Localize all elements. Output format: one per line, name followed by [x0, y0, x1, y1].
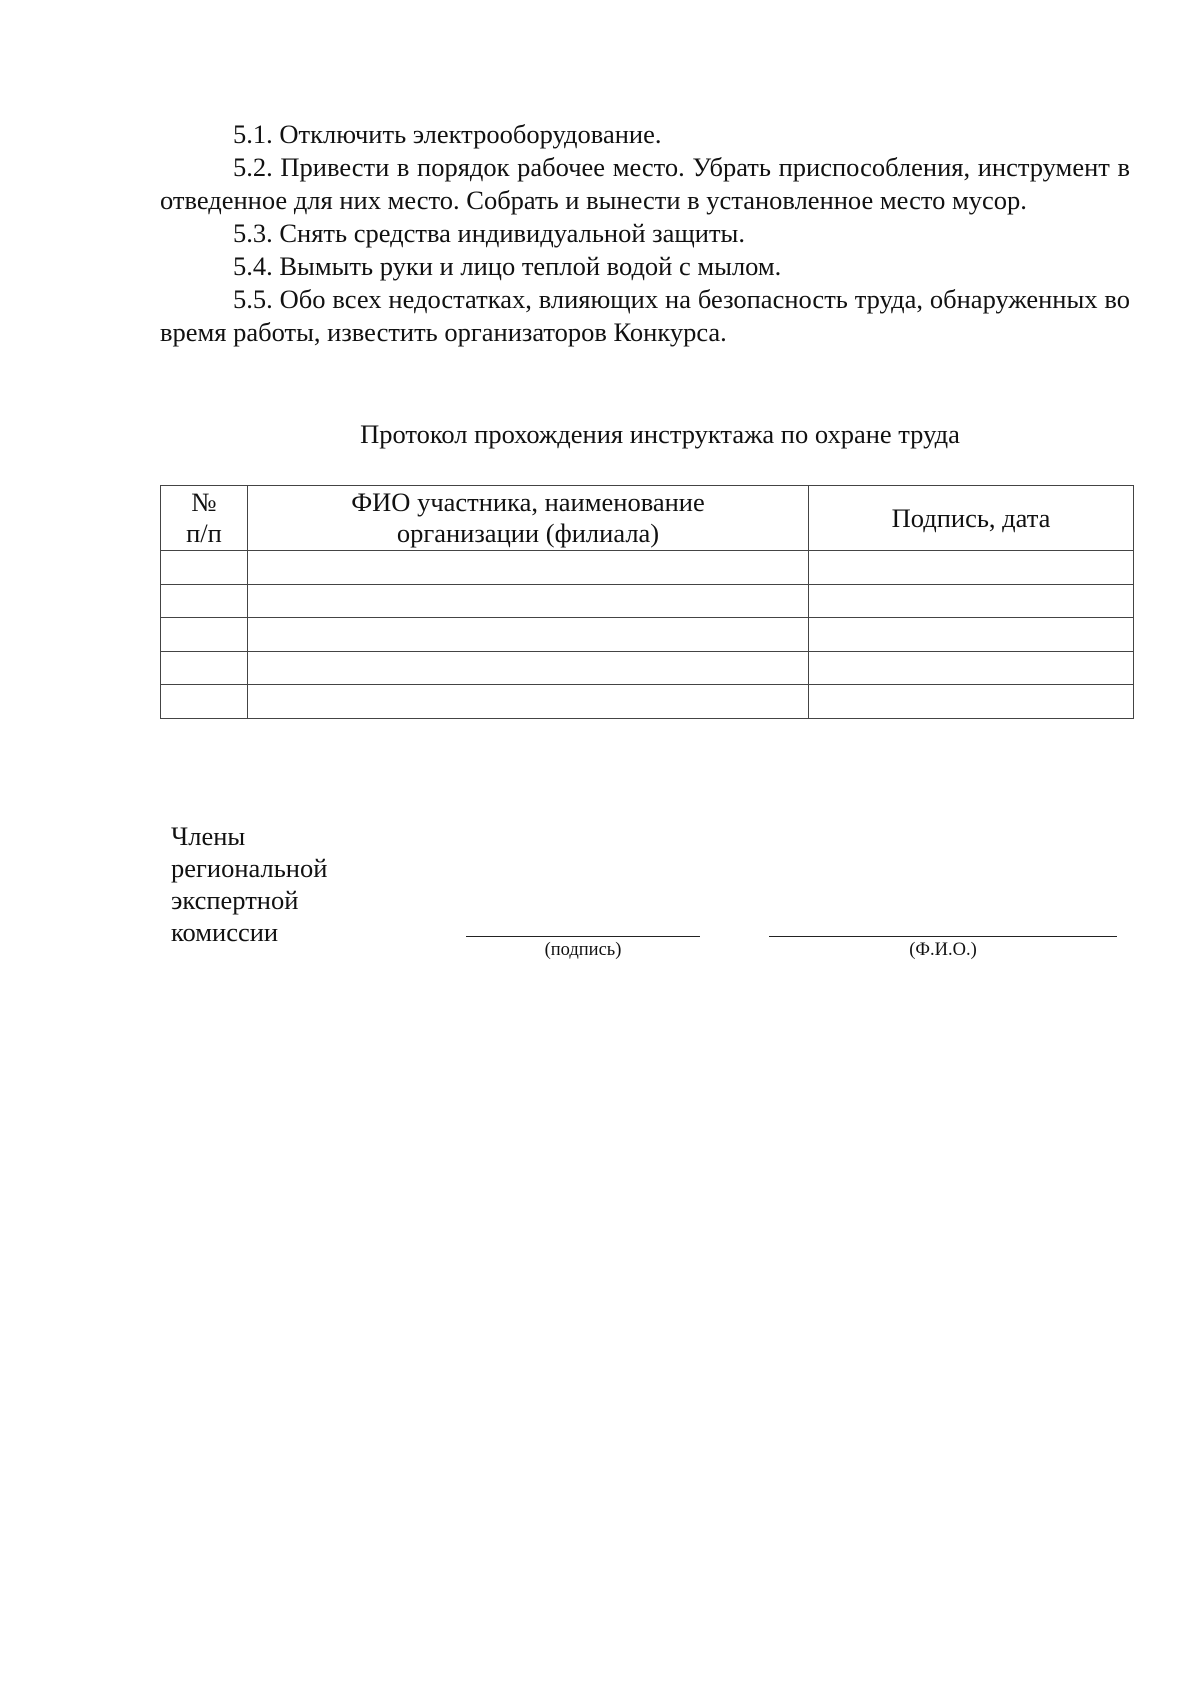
table-cell[interactable]: [809, 584, 1134, 618]
commission-label-line: региональной: [171, 853, 328, 883]
table-cell[interactable]: [161, 618, 248, 652]
table-cell[interactable]: [248, 685, 809, 719]
table-header-row: [161, 486, 1134, 551]
table-cell[interactable]: [809, 651, 1134, 685]
instruction-item: 5.5. Обо всех недостатках, влияющих на безопасность труда, обнаруженных во время работы, известить организаторов Конкурса.: [160, 284, 1130, 347]
instruction-item: 5.2. Привести в порядок рабочее место. Убрать приспособления, инструмент в отведенное для них место. Собрать и вынести в установленное место мусор.: [160, 152, 1130, 215]
table-row: [161, 651, 1134, 685]
table-cell[interactable]: [809, 618, 1134, 652]
table-cell[interactable]: [809, 685, 1134, 719]
table-row: [161, 584, 1134, 618]
table-cell[interactable]: [248, 651, 809, 685]
signature-line[interactable]: [466, 936, 700, 937]
table-row: [161, 618, 1134, 652]
table-row: [161, 551, 1134, 585]
commission-label-line: Члены: [171, 821, 246, 851]
commission-label-line: комиссии: [171, 917, 279, 947]
table-cell[interactable]: [161, 685, 248, 719]
commission-label-line: экспертной: [171, 885, 299, 915]
table-cell[interactable]: [248, 551, 809, 585]
table-cell[interactable]: [248, 584, 809, 618]
header-number-line1: №: [191, 487, 217, 517]
signature-caption: (подпись): [544, 940, 622, 960]
header-number-line2: п/п: [186, 518, 222, 548]
instructions-section: [160, 118, 1130, 349]
full-name-line[interactable]: [769, 936, 1117, 937]
table-cell[interactable]: [161, 551, 248, 585]
header-number: [161, 486, 248, 551]
protocol-table: [160, 485, 1134, 719]
protocol-title: Протокол прохождения инструктажа по охране труда: [360, 419, 960, 449]
header-participant-line1: ФИО участника, наименование: [351, 487, 705, 517]
instruction-item: 5.1. Отключить электрооборудование.: [233, 119, 662, 149]
instruction-item: 5.3. Снять средства индивидуальной защиты.: [233, 218, 745, 248]
instruction-item: 5.4. Вымыть руки и лицо теплой водой с мылом.: [233, 251, 782, 281]
header-signature-date: Подпись, дата: [809, 486, 1134, 551]
header-participant: [248, 486, 809, 551]
commission-label: [171, 820, 371, 948]
table-cell[interactable]: [161, 584, 248, 618]
full-name-caption: (Ф.И.О.): [909, 940, 977, 960]
table-row: [161, 685, 1134, 719]
table-cell[interactable]: [809, 551, 1134, 585]
table-cell[interactable]: [248, 618, 809, 652]
table-cell[interactable]: [161, 651, 248, 685]
header-participant-line2: организации (филиала): [396, 518, 660, 548]
